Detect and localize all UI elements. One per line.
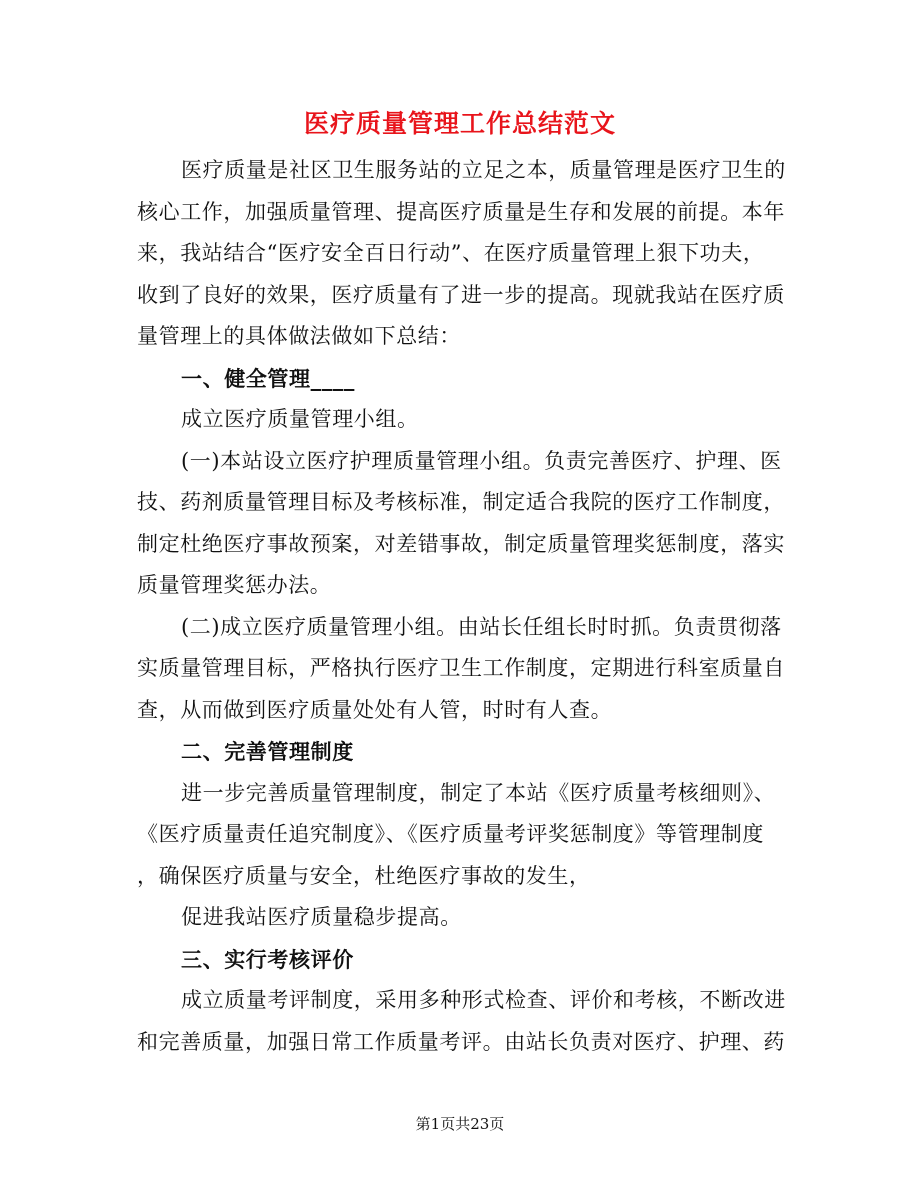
text-line: 质量管理奖惩办法。 [137,573,332,597]
document-title: 医疗质量管理工作总结范文 [303,109,616,138]
text-line: 成立医疗质量管理小组。 [181,407,419,431]
text-line: (二)成立医疗质量管理小组。由站长任组长时时抓。负责贯彻落 [181,614,782,639]
document-body [137,150,787,1063]
text-line: 技、药剂质量管理目标及考核标准，制定适合我院的医疗工作制度， [137,490,785,514]
text-line: ，确保医疗质量与安全，杜绝医疗事故的发生， [137,863,591,888]
page-footer: 第1页共23页 [415,1115,505,1133]
text-line: 医疗质量是社区卫生服务站的立足之本，质量管理是医疗卫生的 [181,158,786,182]
text-line: 实质量管理目标，严格执行医疗卫生工作制度，定期进行科室质量自 [137,656,785,680]
text-line: 《医疗质量责任追究制度》、《医疗质量考评奖惩制度》等管理制度 [137,822,764,846]
text-line: 查，从而做到医疗质量处处有人管，时时有人查。 [137,697,613,722]
text-line: 收到了良好的效果，医疗质量有了进一步的提高。现就我站在医疗质 [137,282,785,307]
text-line: (一)本站设立医疗护理质量管理小组。负责完善医疗、护理、医 [181,448,782,473]
text-line: 量管理上的具体做法做如下总结： [137,324,461,348]
section-heading: 二、完善管理制度 [181,739,354,764]
text-line: 和完善质量，加强日常工作质量考评。由站长负责对医疗、护理、药 [137,1029,785,1054]
text-line: 来，我站结合“医疗安全百日行动”、在医疗质量管理上狠下功夫， [137,241,765,265]
text-line: 促进我站医疗质量稳步提高。 [181,905,462,929]
text-line: 核心工作，加强质量管理、提高医疗质量是生存和发展的前提。本年 [137,199,785,224]
text-line: 成立质量考评制度，采用多种形式检查、评价和考核，不断改进 [181,988,786,1012]
text-line: 进一步完善质量管理制度，制定了本站《医疗质量考核细则》、 [181,780,776,805]
text-line: 制定杜绝医疗事故预案，对差错事故，制定质量管理奖惩制度，落实 [137,531,785,556]
section-heading: 一、健全管理____ [181,365,355,391]
section-heading: 三、实行考核评价 [181,946,354,972]
